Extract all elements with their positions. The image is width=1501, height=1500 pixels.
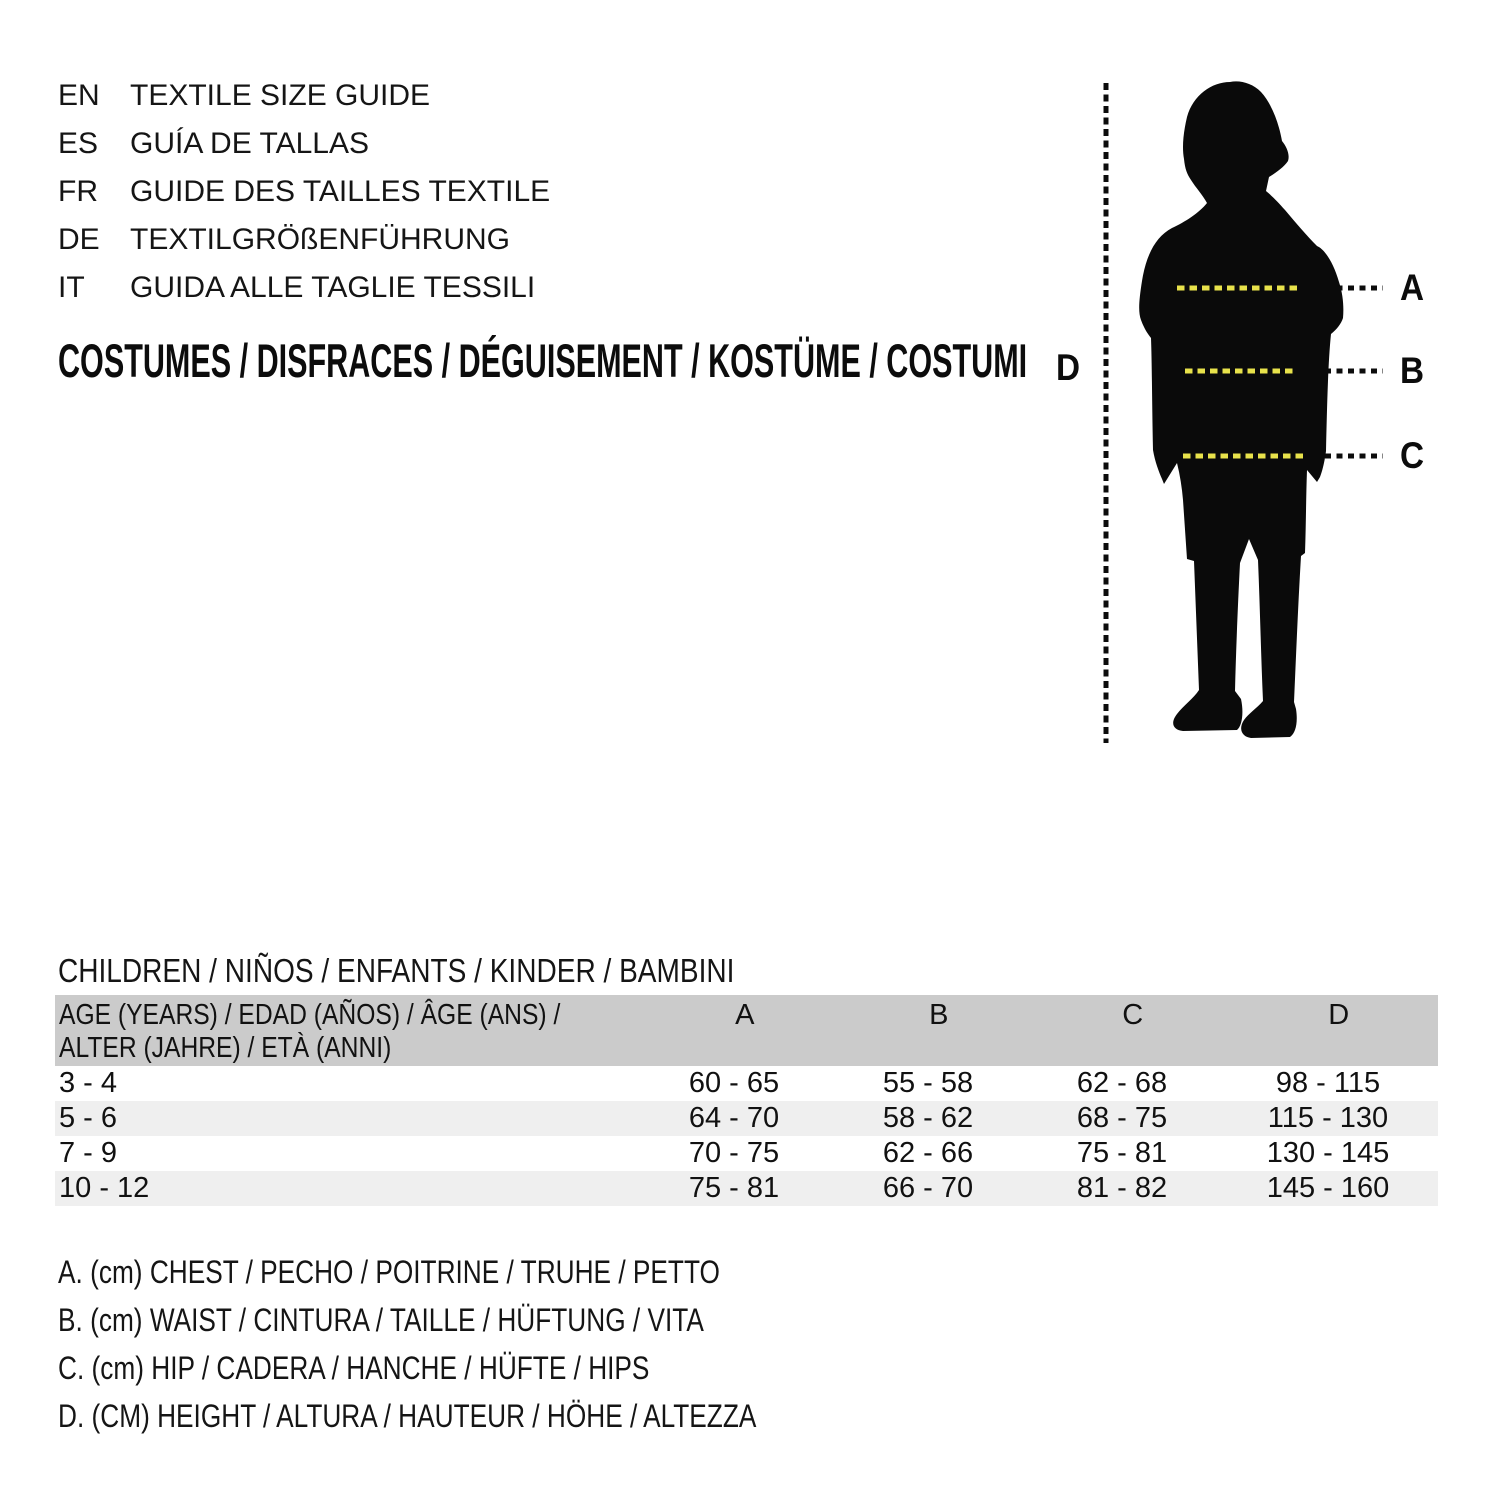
column-header-c: C (1122, 999, 1144, 1031)
height-cell: 115 - 130 (1267, 1102, 1389, 1134)
column-header-d: D (1328, 999, 1350, 1031)
language-row (58, 72, 550, 120)
age-header-line1: AGE (YEARS) / EDAD (AÑOS) / ÂGE (ANS) / (59, 999, 561, 1031)
language-row (58, 120, 550, 168)
children-size-table (55, 995, 1438, 1206)
language-label: GUÍA DE TALLAS (130, 127, 369, 160)
waist-label: B (1400, 350, 1425, 391)
language-code: ES (58, 127, 99, 160)
table-row (55, 1136, 1438, 1171)
language-label: TEXTILGRÖßENFÜHRUNG (130, 223, 511, 256)
language-label: GUIDA ALLE TAGLIE TESSILI (130, 271, 536, 304)
age-header-cell (55, 995, 649, 1066)
language-label: GUIDE DES TAILLES TEXTILE (130, 175, 551, 208)
table-row (55, 1066, 1438, 1101)
hip-label: C (1400, 435, 1425, 476)
column-header-b: B (929, 999, 949, 1031)
waist-cell: 55 - 58 (882, 1067, 974, 1099)
hip-cell: 62 - 68 (1076, 1067, 1168, 1099)
language-code: FR (58, 175, 98, 208)
chest-cell: 75 - 81 (688, 1172, 780, 1204)
legend-height: D. (CM) HEIGHT / ALTURA / HAUTEUR / HÖHE / ALTEZZA (58, 1398, 757, 1434)
hip-cell: 75 - 81 (1076, 1137, 1168, 1169)
language-code: EN (58, 79, 100, 112)
height-label: D (1056, 347, 1081, 388)
language-row (58, 168, 550, 216)
age-cell: 5 - 6 (59, 1102, 118, 1134)
legend-waist: B. (cm) WAIST / CINTURA / TAILLE / HÜFTUNG / VITA (58, 1302, 704, 1338)
measurement-legend (58, 1248, 910, 1440)
age-cell: 7 - 9 (59, 1137, 118, 1169)
chest-cell: 64 - 70 (688, 1102, 780, 1134)
language-row (58, 216, 550, 264)
column-header-a: A (735, 999, 755, 1031)
child-silhouette (1139, 81, 1343, 738)
language-row (58, 264, 550, 312)
age-cell: 10 - 12 (59, 1172, 150, 1204)
chest-cell: 60 - 65 (688, 1067, 780, 1099)
table-header-row (55, 995, 1438, 1066)
language-title-block (58, 72, 550, 312)
waist-cell: 58 - 62 (882, 1102, 974, 1134)
height-cell: 145 - 160 (1266, 1172, 1390, 1204)
chest-cell: 70 - 75 (688, 1137, 780, 1169)
category-heading: COSTUMES / DISFRACES / DÉGUISEMENT / KOSTÜME / COSTUMI (58, 334, 1028, 387)
waist-cell: 62 - 66 (882, 1137, 974, 1169)
age-header-line2: ALTER (JAHRE) / ETÀ (ANNI) (59, 1032, 392, 1064)
legend-hip: C. (cm) HIP / CADERA / HANCHE / HÜFTE / HIPS (58, 1350, 650, 1386)
hip-cell: 68 - 75 (1076, 1102, 1168, 1134)
waist-cell: 66 - 70 (882, 1172, 974, 1204)
hip-cell: 81 - 82 (1076, 1172, 1168, 1204)
table-row (55, 1171, 1438, 1206)
language-code: DE (58, 223, 100, 256)
language-code: IT (58, 271, 85, 304)
table-row (55, 1101, 1438, 1136)
language-label: TEXTILE SIZE GUIDE (130, 79, 431, 112)
age-cell: 3 - 4 (59, 1067, 118, 1099)
height-cell: 98 - 115 (1275, 1067, 1381, 1099)
chest-label: A (1400, 267, 1425, 308)
children-section-heading: CHILDREN / NIÑOS / ENFANTS / KINDER / BAMBINI (58, 952, 735, 989)
legend-chest: A. (cm) CHEST / PECHO / POITRINE / TRUHE / PETTO (58, 1254, 720, 1290)
height-cell: 130 - 145 (1266, 1137, 1390, 1169)
measurement-figure (1100, 60, 1420, 760)
